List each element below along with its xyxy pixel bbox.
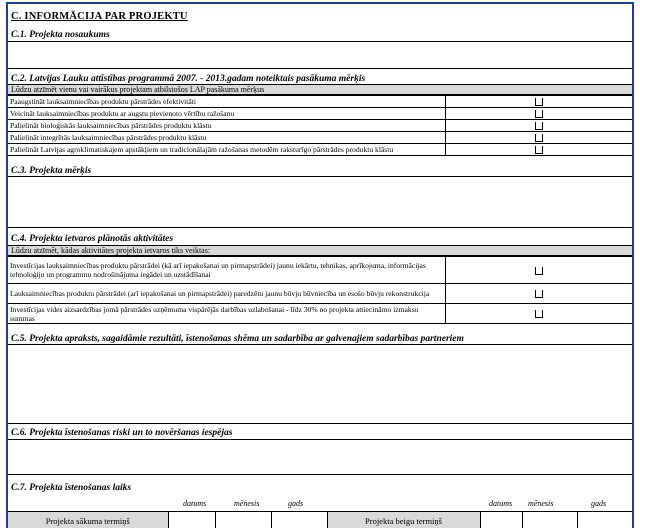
c1-title: C.1. Projekta nosaukums	[11, 30, 110, 40]
start-year-input[interactable]	[271, 512, 327, 528]
c4-activity-row	[8, 284, 632, 304]
end-year-input[interactable]	[577, 512, 632, 528]
c4-activity-checkbox[interactable]	[535, 290, 543, 298]
c2-goal-checkbox[interactable]	[535, 98, 543, 106]
c1-project-name-field[interactable]	[8, 41, 632, 69]
start-day-header: datums	[183, 499, 207, 508]
end-day-header: datums	[489, 499, 513, 508]
c5-description-field[interactable]	[8, 344, 632, 424]
c4-activity-label: Investīcijas vides aizsardzības jomā pārstrādes uzņēmuma vispārējās darbības uzlabošanai - līdz 30% no projekta attiecināmo izmaksu summas	[8, 304, 445, 324]
c2-title: C.2. Latvijas Lauku attīstības programmā 2007. - 2013.gadam noteiktais pasākuma mērķis	[11, 74, 366, 84]
c4-activity-row	[8, 304, 632, 324]
c2-goal-row	[8, 96, 632, 108]
c4-instruction: Lūdzu atzīmēt, kādas aktivitātes projekta ietvaros tiks veiktas:	[8, 245, 632, 256]
start-year-header: gads	[288, 499, 304, 508]
c3-project-goal-field[interactable]	[8, 176, 632, 228]
c2-goal-label: Palielināt bioloģiskās lauksaimniecības pārstrādes produktu klāstu	[8, 120, 445, 132]
end-date-label: Projekta beigu termiņš	[327, 512, 480, 528]
c2-goal-label: Paaugstināt lauksaimniecības produktu pārstrādes efektivitāti	[8, 96, 445, 108]
c2-goal-checkbox[interactable]	[535, 110, 543, 118]
form-frame	[6, 2, 634, 528]
c2-goal-row	[8, 132, 632, 144]
end-day-input[interactable]	[480, 512, 522, 528]
c3-title: C.3. Projekta mērķis	[11, 166, 92, 176]
c2-instruction: Lūdzu atzīmēt vienu vai vairākus projektam atbilstošos LAP pasākuma mērķus	[8, 84, 632, 95]
c2-goal-checkbox[interactable]	[535, 134, 543, 142]
c2-goals-table	[8, 95, 632, 156]
c2-goal-label: Palielināt Latvijas agroklimatiskajem apstākļiem un tradicionālajām ražošanas metodēm raksturīgo pārstrādes produktu klāstu	[8, 144, 445, 156]
c2-goal-checkbox[interactable]	[535, 146, 543, 154]
c2-goal-label: Veicināt lauksaimniecības produktu ar augstu pievienoto vērtību ražošanu	[8, 108, 445, 120]
c7-title: C.7. Projekta īstenošanas laiks	[11, 483, 132, 493]
c2-goal-row	[8, 144, 632, 156]
section-c-title: C. INFORMĀCIJA PAR PROJEKTU	[11, 11, 188, 22]
c2-goal-row	[8, 120, 632, 132]
c4-activity-row	[8, 257, 632, 284]
c2-goal-row	[8, 108, 632, 120]
start-day-input[interactable]	[168, 512, 215, 528]
c4-activity-label: Lauksaimniecības produktu pārstrādei (arī iepakošanai un pirmapstrādei) paredzētu jaunu būvju būvniecība un esošo būvju rekonstrukcija	[8, 284, 445, 304]
c6-risks-field[interactable]	[8, 439, 632, 475]
end-year-header: gads	[591, 499, 607, 508]
c4-activity-checkbox[interactable]	[535, 267, 543, 275]
c4-title: C.4. Projekta ietvaros plānotās aktivitātes	[11, 234, 174, 244]
c2-goal-label: Palielināt integrētās lauksaimniecības pārstrādes produktu klāstu	[8, 132, 445, 144]
start-month-input[interactable]	[215, 512, 271, 528]
c5-title: C.5. Projekta apraksts, sagaidāmie rezultāti, īstenošanas shēma un sadarbība ar galvenajiem sadarbības partneriem	[11, 334, 464, 344]
c4-activities-table	[8, 256, 632, 324]
end-month-input[interactable]	[522, 512, 577, 528]
start-month-header: mēnesis	[234, 499, 260, 508]
c7-timeline-table	[8, 511, 632, 528]
start-date-label: Projekta sākuma termiņš	[8, 512, 168, 528]
c4-activity-checkbox[interactable]	[535, 310, 543, 318]
c6-title: C.6. Projekta īstenošanas riski un to novēršanas iespējas	[11, 428, 233, 438]
c4-activity-label: Investīcijas lauksaimniecības produktu pārstrādei (kā arī iepakošanai un pirmapstrādei) jaunu iekārtu, tehnikas, aprīkojuma, informācijas tehnoloģiju un programmu nodrošinājuma iegādei un uzstādīšanai	[8, 257, 445, 284]
end-month-header: mēnesis	[528, 499, 554, 508]
c2-goal-checkbox[interactable]	[535, 122, 543, 130]
